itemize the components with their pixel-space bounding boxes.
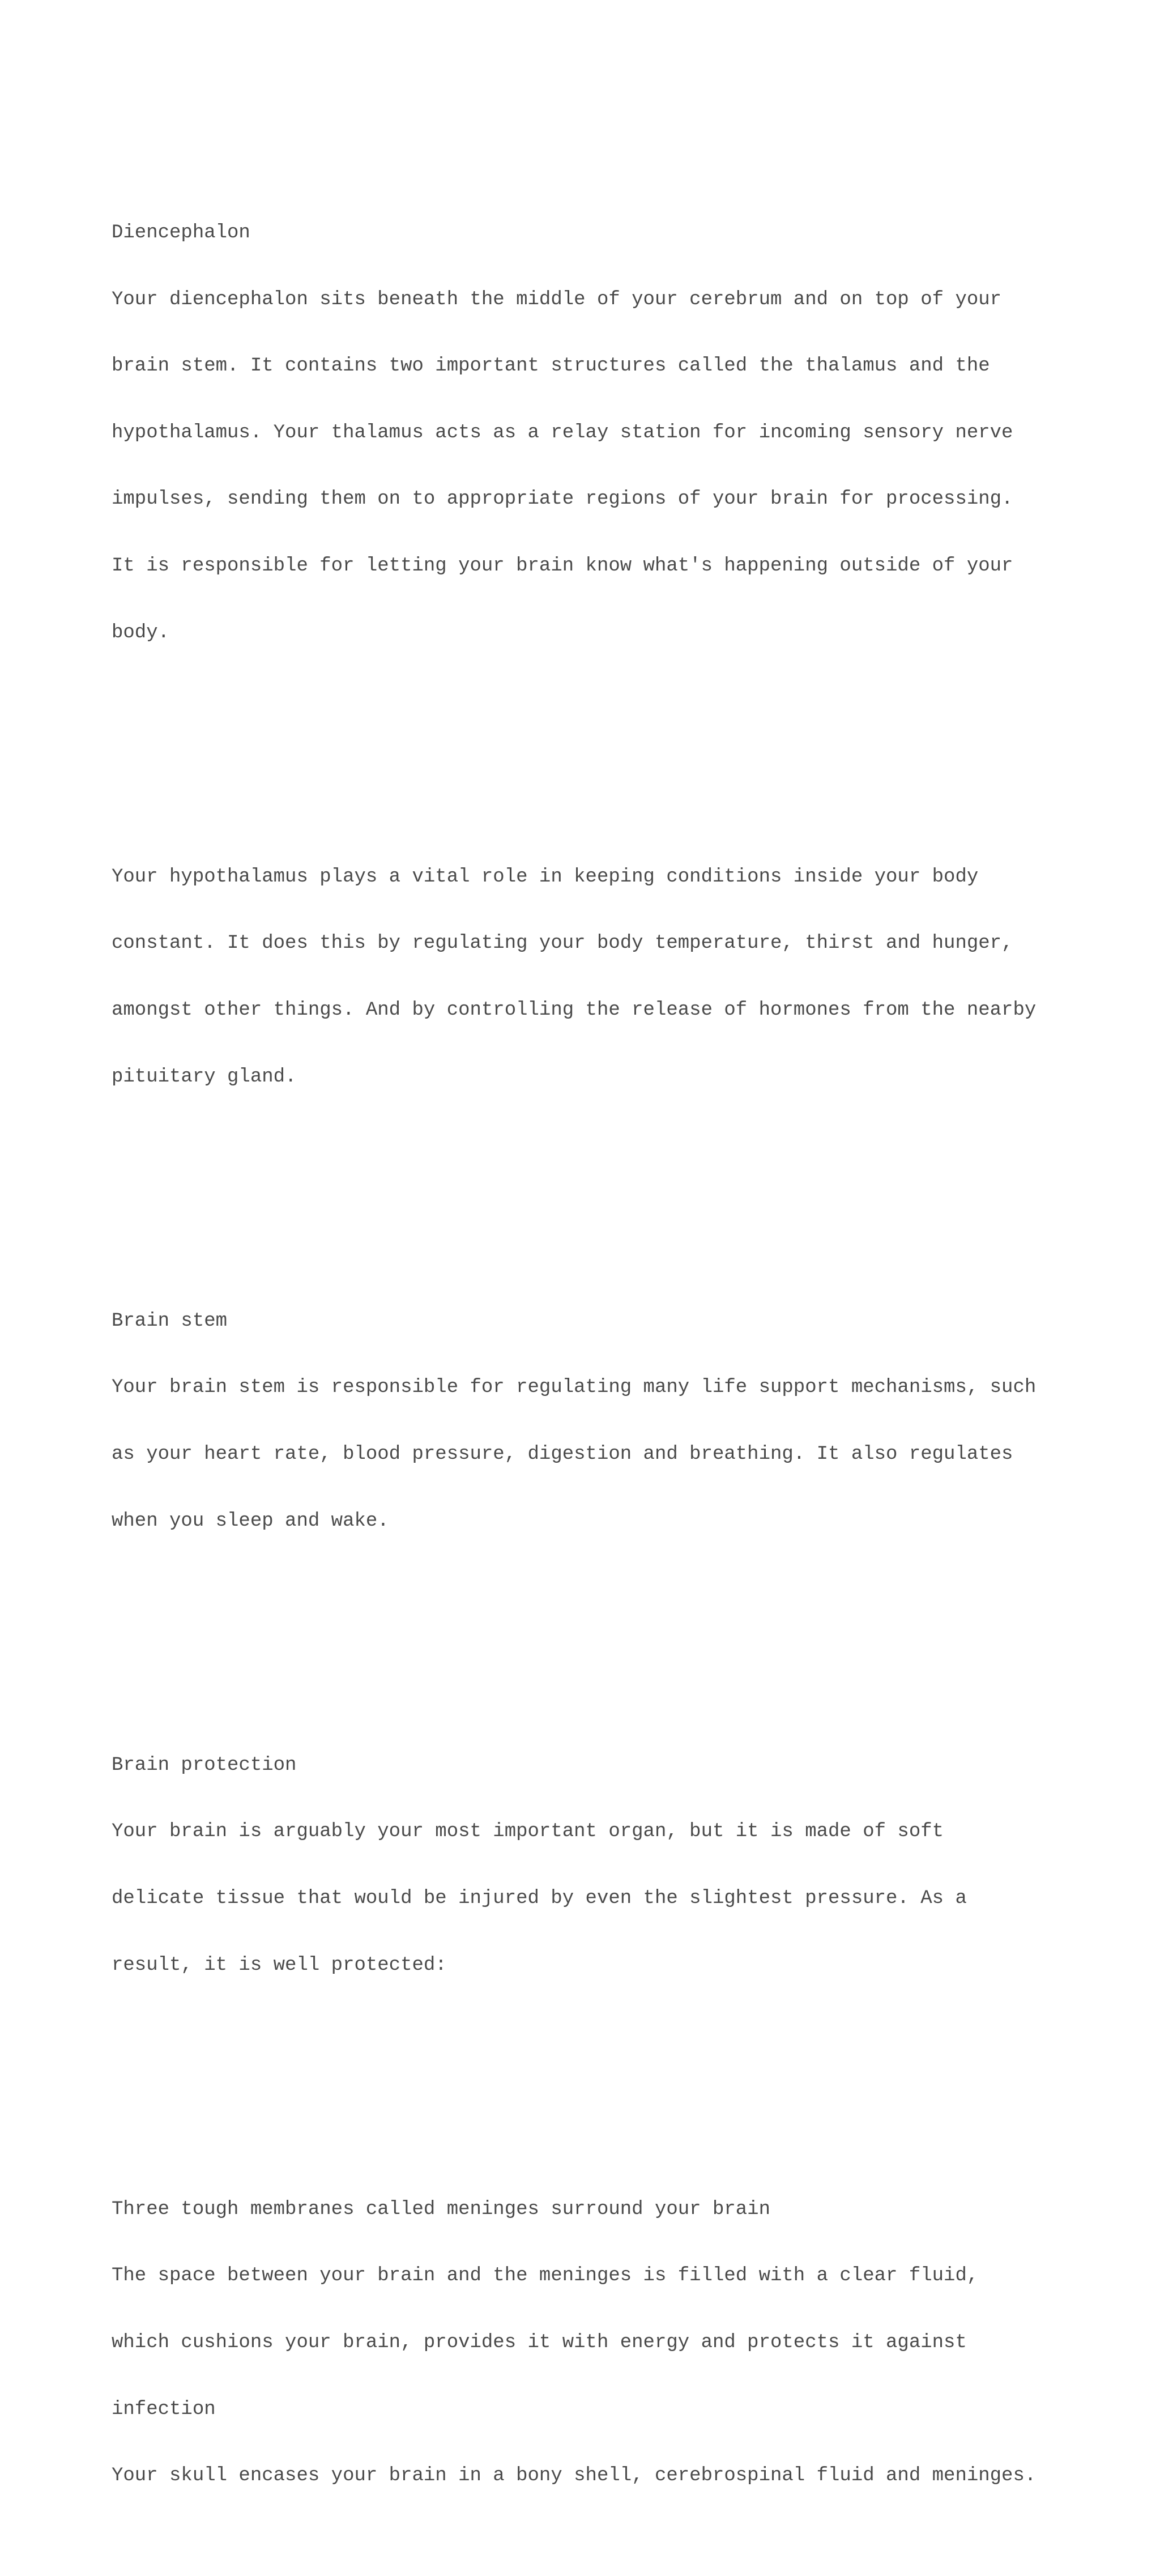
text-line: delicate tissue that would be injured by even the slightest pressure. As a <box>112 1887 967 1909</box>
text-line: constant. It does this by regulating your body temperature, thirst and hunger, <box>112 933 1013 955</box>
text-line: infection <box>112 2398 216 2420</box>
list-item-meninges: Three tough membranes called meninges surround your brain <box>112 2198 770 2220</box>
text-line: impulses, sending them on to appropriate regions of your brain for processing. <box>112 488 1013 510</box>
text-line: when you sleep and wake. <box>112 1510 389 1532</box>
text-line: result, it is well protected: <box>112 1954 447 1976</box>
section-heading-diencephalon: Diencephalon <box>112 222 250 244</box>
list-item-fluid: The space between your brain and the meninges is filled with a clear fluid, <box>112 2265 979 2287</box>
paragraph-protection-list <box>112 2154 1131 2531</box>
text-line: Your brain is arguably your most important organ, but it is made of soft <box>112 1821 944 1843</box>
blank-line <box>112 733 1131 755</box>
paragraph-brain-protection <box>112 1710 1131 2021</box>
blank-line <box>112 1621 1131 1643</box>
text-line: which cushions your brain, provides it with energy and protects it against <box>112 2331 967 2353</box>
text-line: Your diencephalon sits beneath the middle of your cerebrum and on top of your <box>112 288 1002 310</box>
text-line: Your brain stem is responsible for regulating many life support mechanisms, such <box>112 1377 1037 1399</box>
paragraph-hypothalamus <box>112 821 1131 1132</box>
text-line: brain stem. It contains two important structures called the thalamus and the <box>112 355 990 377</box>
text-line: pituitary gland. <box>112 1066 297 1088</box>
text-line: Your hypothalamus plays a vital role in keeping conditions inside your body <box>112 866 979 888</box>
list-item-skull: Your skull encases your brain in a bony shell, cerebrospinal fluid and meninges. <box>112 2465 1037 2487</box>
text-line: It is responsible for letting your brain know what's happening outside of your <box>112 555 1013 577</box>
paragraph-diencephalon <box>112 178 1131 689</box>
text-line: amongst other things. And by controlling the release of hormones from the nearby <box>112 999 1037 1021</box>
text-line: hypothalamus. Your thalamus acts as a relay station for incoming sensory nerve <box>112 421 1013 444</box>
section-heading-brain-stem: Brain stem <box>112 1310 228 1332</box>
paragraph-brain-stem <box>112 1266 1131 1577</box>
text-line: as your heart rate, blood pressure, digestion and breathing. It also regulates <box>112 1443 1013 1465</box>
section-heading-brain-protection: Brain protection <box>112 1754 297 1776</box>
text-line: body. <box>112 621 170 644</box>
blank-line <box>112 1177 1131 1199</box>
document-page <box>112 111 1131 2576</box>
blank-line <box>112 2066 1131 2088</box>
